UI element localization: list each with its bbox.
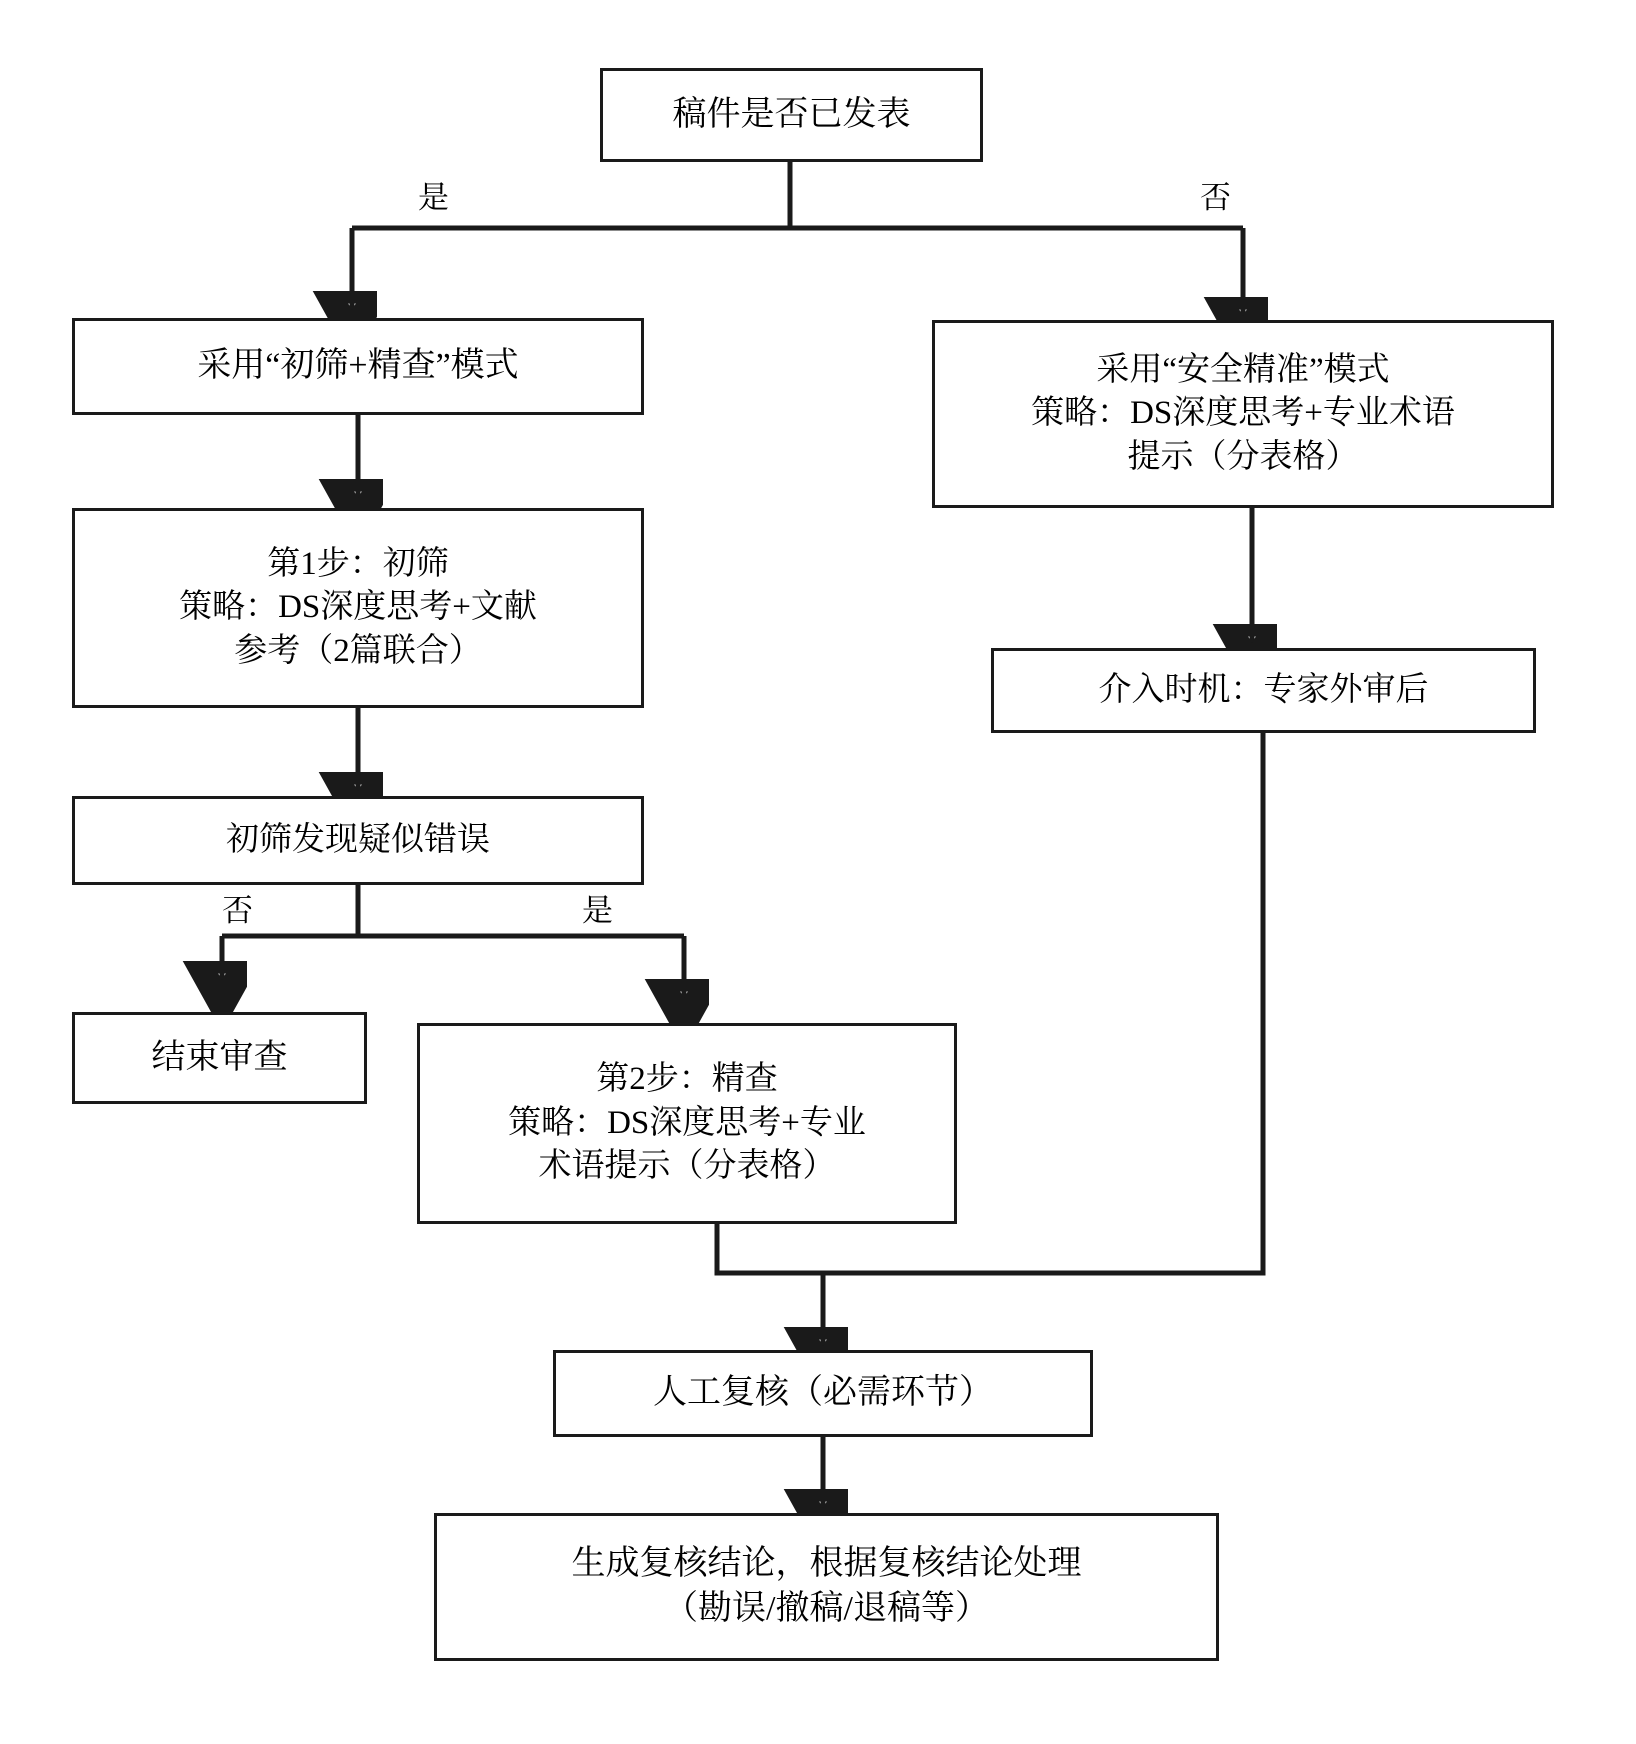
node-step2-line-2: 术语提示（分表格） — [538, 1148, 836, 1185]
edge-label-error-no: 否 — [222, 893, 253, 928]
node-end-review[interactable] — [72, 1012, 367, 1104]
node-manual-recheck-line-0: 人工复核（必需环节） — [653, 1374, 993, 1412]
node-found-error[interactable] — [72, 796, 644, 885]
edge-label-start-no: 否 — [1200, 180, 1231, 215]
node-step2-line-0: 第2步：精查 — [596, 1061, 778, 1098]
node-mode-safe-precise-line-1: 策略：DS深度思考+专业术语 — [1031, 395, 1455, 432]
node-mode-safe-precise-line-0: 采用“安全精准”模式 — [1096, 351, 1390, 388]
node-conclusion-line-1: （勘误/撤稿/退稿等） — [664, 1590, 989, 1627]
edge-label-error-yes: 是 — [582, 893, 613, 928]
node-step2-line-1: 策略：DS深度思考+专业 — [508, 1104, 866, 1141]
node-mode-screen-deep-line-0: 采用“初筛+精查”模式 — [197, 347, 519, 385]
node-start-line-0: 稿件是否已发表 — [672, 95, 911, 133]
node-end-review-line-0: 结束审查 — [151, 1038, 288, 1076]
node-step2[interactable] — [417, 1023, 957, 1224]
wire-step2-merge — [717, 1224, 823, 1273]
edge-label-start-yes: 是 — [418, 180, 449, 215]
node-step1-line-2: 参考（2篇联合） — [234, 632, 482, 669]
node-conclusion-line-0: 生成复核结论，根据复核结论处理 — [571, 1545, 1082, 1583]
node-step1-line-0: 第1步：初筛 — [267, 545, 449, 582]
node-step1-line-1: 策略：DS深度思考+文献 — [179, 589, 537, 626]
node-timing[interactable] — [991, 648, 1536, 733]
node-step1[interactable] — [72, 508, 644, 708]
node-mode-safe-precise[interactable] — [932, 320, 1554, 508]
node-found-error-line-0: 初筛发现疑似错误 — [226, 821, 490, 858]
node-mode-screen-deep[interactable] — [72, 318, 644, 415]
node-start[interactable] — [600, 68, 983, 162]
node-mode-safe-precise-line-2: 提示（分表格） — [1127, 438, 1359, 475]
node-manual-recheck[interactable] — [553, 1350, 1093, 1437]
node-timing-line-0: 介入时机：专家外审后 — [1098, 671, 1429, 708]
node-conclusion[interactable] — [434, 1513, 1219, 1661]
